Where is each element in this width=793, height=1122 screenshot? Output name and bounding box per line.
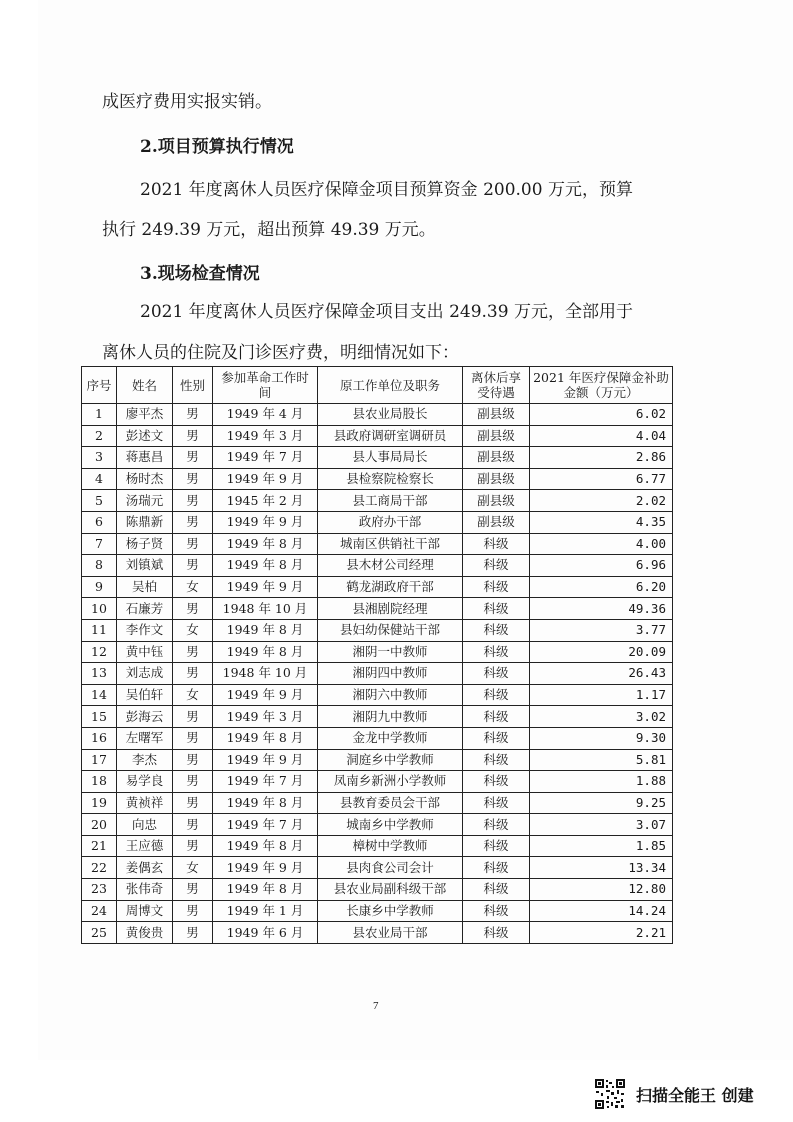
table-cell: 科级 (463, 555, 530, 577)
table-cell: 10 (82, 598, 117, 620)
table-row (82, 922, 673, 944)
table-cell: 1949 年 7 月 (213, 771, 318, 793)
table-cell: 湘阴一中教师 (318, 641, 463, 663)
table-cell: 周博文 (117, 900, 173, 922)
table-cell: 科级 (463, 598, 530, 620)
table-cell: 男 (173, 511, 213, 533)
table-cell: 1949 年 9 月 (213, 749, 318, 771)
table-cell: 副县级 (463, 490, 530, 512)
table-cell: 洞庭乡中学教师 (318, 749, 463, 771)
table-cell: 2.02 (530, 490, 673, 512)
table-cell: 17 (82, 749, 117, 771)
table-cell: 男 (173, 727, 213, 749)
table-cell: 张伟奇 (117, 879, 173, 901)
table-cell: 1949 年 9 月 (213, 857, 318, 879)
table-row (82, 900, 673, 922)
table-cell: 县农业局干部 (318, 922, 463, 944)
table-cell: 11 (82, 619, 117, 641)
table-cell: 县检察院检察长 (318, 468, 463, 490)
table-cell: 14.24 (530, 900, 673, 922)
table-cell: 女 (173, 684, 213, 706)
paragraph-inspection-line1: 2021 年度离休人员医疗保障金项目支出 249.39 万元，全部用于 (140, 302, 633, 322)
table-row (82, 404, 673, 426)
table-cell: 长康乡中学教师 (318, 900, 463, 922)
table-cell: 1949 年 9 月 (213, 684, 318, 706)
table-cell: 政府办干部 (318, 511, 463, 533)
table-cell: 男 (173, 900, 213, 922)
table-cell: 科级 (463, 706, 530, 728)
table-header-row (82, 367, 673, 404)
table-cell: 黄祯祥 (117, 792, 173, 814)
table-cell: 13 (82, 663, 117, 685)
table-cell: 县工商局干部 (318, 490, 463, 512)
table-row (82, 857, 673, 879)
table-cell: 1949 年 8 月 (213, 727, 318, 749)
table-cell: 18 (82, 771, 117, 793)
table-cell: 女 (173, 619, 213, 641)
table-cell: 黄中钰 (117, 641, 173, 663)
table-cell: 县人事局局长 (318, 447, 463, 469)
table-cell: 5.81 (530, 749, 673, 771)
table-cell: 男 (173, 641, 213, 663)
table-header-cell: 性别 (173, 367, 213, 404)
table-cell: 男 (173, 490, 213, 512)
table-cell: 湘阴六中教师 (318, 684, 463, 706)
table-header-cell: 离休后享受待遇 (463, 367, 530, 404)
table-cell: 男 (173, 792, 213, 814)
table-cell: 男 (173, 598, 213, 620)
table-cell: 杨时杰 (117, 468, 173, 490)
table-header-cell: 参加革命工作时间 (213, 367, 318, 404)
table-cell: 男 (173, 706, 213, 728)
table-row (82, 447, 673, 469)
table-cell: 3.77 (530, 619, 673, 641)
table-cell: 县妇幼保健站干部 (318, 619, 463, 641)
table-cell: 1949 年 7 月 (213, 447, 318, 469)
table-cell: 6.02 (530, 404, 673, 426)
table-cell: 吴伯轩 (117, 684, 173, 706)
table-cell: 6.96 (530, 555, 673, 577)
table-cell: 湘阴九中教师 (318, 706, 463, 728)
table-cell: 1.88 (530, 771, 673, 793)
table-row (82, 598, 673, 620)
table-cell: 樟树中学教师 (318, 835, 463, 857)
table-cell: 19 (82, 792, 117, 814)
table-cell: 1949 年 8 月 (213, 835, 318, 857)
table-cell: 副县级 (463, 425, 530, 447)
table-cell: 1949 年 7 月 (213, 814, 318, 836)
table-cell: 科级 (463, 684, 530, 706)
table-cell: 湘阴四中教师 (318, 663, 463, 685)
table-cell: 25 (82, 922, 117, 944)
table-row (82, 706, 673, 728)
table-cell: 男 (173, 555, 213, 577)
table-cell: 男 (173, 404, 213, 426)
table-cell: 14 (82, 684, 117, 706)
table-cell: 1949 年 8 月 (213, 555, 318, 577)
table-cell: 3.02 (530, 706, 673, 728)
table-cell: 男 (173, 922, 213, 944)
table-cell: 左曙军 (117, 727, 173, 749)
table-cell: 1949 年 8 月 (213, 619, 318, 641)
table-cell: 金龙中学教师 (318, 727, 463, 749)
table-cell: 13.34 (530, 857, 673, 879)
table-cell: 男 (173, 468, 213, 490)
table-cell: 科级 (463, 533, 530, 555)
table-cell: 1948 年 10 月 (213, 598, 318, 620)
page-number: 7 (373, 1000, 379, 1012)
table-cell: 9 (82, 576, 117, 598)
table-cell: 刘志成 (117, 663, 173, 685)
table-cell: 1949 年 6 月 (213, 922, 318, 944)
qr-code-icon (594, 1078, 626, 1110)
table-cell: 20.09 (530, 641, 673, 663)
table-cell: 2.86 (530, 447, 673, 469)
table-cell: 彭述文 (117, 425, 173, 447)
table-cell: 1949 年 8 月 (213, 792, 318, 814)
table-cell: 1949 年 8 月 (213, 533, 318, 555)
table-cell: 李杰 (117, 749, 173, 771)
table-cell: 科级 (463, 879, 530, 901)
table-cell: 县农业局股长 (318, 404, 463, 426)
table-cell: 1 (82, 404, 117, 426)
table-cell: 20 (82, 814, 117, 836)
table-row (82, 792, 673, 814)
table-cell: 1.17 (530, 684, 673, 706)
table-cell: 蒋惠昌 (117, 447, 173, 469)
table-cell: 易学良 (117, 771, 173, 793)
table-cell: 县木材公司经理 (318, 555, 463, 577)
table-cell: 1949 年 8 月 (213, 879, 318, 901)
table-cell: 1949 年 3 月 (213, 425, 318, 447)
paragraph-inspection-line2: 离休人员的住院及门诊医疗费，明细情况如下： (102, 343, 459, 363)
table-cell: 1949 年 9 月 (213, 511, 318, 533)
table-cell: 6 (82, 511, 117, 533)
table-cell: 彭海云 (117, 706, 173, 728)
table-cell: 1949 年 3 月 (213, 706, 318, 728)
table-cell: 城南乡中学教师 (318, 814, 463, 836)
table-cell: 21 (82, 835, 117, 857)
table-cell: 科级 (463, 835, 530, 857)
table-cell: 科级 (463, 814, 530, 836)
table-cell: 2 (82, 425, 117, 447)
scanner-watermark-text: 扫描全能王 创建 (636, 1086, 754, 1105)
table-cell: 县农业局副科级干部 (318, 879, 463, 901)
table-row (82, 814, 673, 836)
table-cell: 22 (82, 857, 117, 879)
table-row (82, 749, 673, 771)
section-heading-3: 3.现场检查情况 (140, 264, 260, 284)
table-cell: 副县级 (463, 511, 530, 533)
table-cell: 12.80 (530, 879, 673, 901)
table-cell: 城南区供销社干部 (318, 533, 463, 555)
paragraph-budget-line2: 执行 249.39 万元，超出预算 49.39 万元。 (102, 220, 436, 240)
table-cell: 科级 (463, 900, 530, 922)
table-row (82, 835, 673, 857)
table-header-cell: 姓名 (117, 367, 173, 404)
table-cell: 3.07 (530, 814, 673, 836)
table-cell: 7 (82, 533, 117, 555)
table-cell: 汤瑞元 (117, 490, 173, 512)
table-cell: 石廉芳 (117, 598, 173, 620)
table-cell: 男 (173, 533, 213, 555)
table-cell: 1949 年 8 月 (213, 641, 318, 663)
table-cell: 1.85 (530, 835, 673, 857)
table-cell: 女 (173, 857, 213, 879)
table-cell: 9.30 (530, 727, 673, 749)
table-row (82, 468, 673, 490)
paragraph-continuation: 成医疗费用实报实销。 (102, 92, 272, 112)
table-cell: 科级 (463, 771, 530, 793)
table-cell: 凤南乡新洲小学教师 (318, 771, 463, 793)
table-cell: 12 (82, 641, 117, 663)
table-cell: 科级 (463, 922, 530, 944)
table-row (82, 684, 673, 706)
table-row (82, 511, 673, 533)
table-cell: 1945 年 2 月 (213, 490, 318, 512)
table-cell: 科级 (463, 576, 530, 598)
table-cell: 杨子贤 (117, 533, 173, 555)
table-cell: 黄俊贵 (117, 922, 173, 944)
table-cell: 副县级 (463, 447, 530, 469)
table-cell: 男 (173, 425, 213, 447)
table-cell: 24 (82, 900, 117, 922)
table-cell: 科级 (463, 857, 530, 879)
table-row (82, 533, 673, 555)
table-cell: 6.20 (530, 576, 673, 598)
paragraph-budget-line1: 2021 年度离休人员医疗保障金项目预算资金 200.00 万元，预算 (140, 180, 633, 200)
table-cell: 4.35 (530, 511, 673, 533)
table-row (82, 555, 673, 577)
table-cell: 4 (82, 468, 117, 490)
table-cell: 副县级 (463, 404, 530, 426)
table-row (82, 619, 673, 641)
section-heading-2: 2.项目预算执行情况 (140, 137, 294, 157)
table-cell: 科级 (463, 727, 530, 749)
table-cell: 县肉食公司会计 (318, 857, 463, 879)
table-row (82, 879, 673, 901)
table-cell: 9.25 (530, 792, 673, 814)
table-cell: 1948 年 10 月 (213, 663, 318, 685)
table-cell: 李作文 (117, 619, 173, 641)
table-cell: 科级 (463, 641, 530, 663)
table-row (82, 425, 673, 447)
table-cell: 15 (82, 706, 117, 728)
table-cell: 姜偶玄 (117, 857, 173, 879)
table-cell: 6.77 (530, 468, 673, 490)
table-cell: 26.43 (530, 663, 673, 685)
table-cell: 23 (82, 879, 117, 901)
table-header-cell: 序号 (82, 367, 117, 404)
table-row (82, 490, 673, 512)
table-cell: 县湘剧院经理 (318, 598, 463, 620)
table-row (82, 727, 673, 749)
table-cell: 16 (82, 727, 117, 749)
table-cell: 县教育委员会干部 (318, 792, 463, 814)
table-cell: 科级 (463, 663, 530, 685)
table-cell: 县政府调研室调研员 (318, 425, 463, 447)
table-cell: 男 (173, 663, 213, 685)
table-cell: 科级 (463, 749, 530, 771)
table-row (82, 576, 673, 598)
table-cell: 4.04 (530, 425, 673, 447)
table-cell: 科级 (463, 792, 530, 814)
table-cell: 男 (173, 814, 213, 836)
table-cell: 女 (173, 576, 213, 598)
scanner-watermark (594, 1078, 793, 1110)
table-row (82, 771, 673, 793)
table-cell: 5 (82, 490, 117, 512)
retiree-medical-table (81, 366, 673, 944)
table-cell: 1949 年 1 月 (213, 900, 318, 922)
table-cell: 向忠 (117, 814, 173, 836)
table-cell: 男 (173, 835, 213, 857)
table-cell: 科级 (463, 619, 530, 641)
table-row (82, 641, 673, 663)
table-row (82, 663, 673, 685)
table-cell: 廖平杰 (117, 404, 173, 426)
table-cell: 男 (173, 879, 213, 901)
table-cell: 副县级 (463, 468, 530, 490)
table-body (82, 404, 673, 944)
table-cell: 陈鼎新 (117, 511, 173, 533)
table-cell: 刘镇斌 (117, 555, 173, 577)
table-cell: 男 (173, 447, 213, 469)
table-cell: 3 (82, 447, 117, 469)
table-header-cell: 原工作单位及职务 (318, 367, 463, 404)
table-cell: 8 (82, 555, 117, 577)
table-cell: 男 (173, 771, 213, 793)
table-cell: 1949 年 9 月 (213, 576, 318, 598)
table-header-cell: 2021 年医疗保障金补助金额（万元） (530, 367, 673, 404)
table-cell: 1949 年 4 月 (213, 404, 318, 426)
table-cell: 2.21 (530, 922, 673, 944)
table-cell: 王应德 (117, 835, 173, 857)
table-cell: 49.36 (530, 598, 673, 620)
table-cell: 吴柏 (117, 576, 173, 598)
table-cell: 男 (173, 749, 213, 771)
table-cell: 4.00 (530, 533, 673, 555)
table-cell: 鹤龙湖政府干部 (318, 576, 463, 598)
table-cell: 1949 年 9 月 (213, 468, 318, 490)
